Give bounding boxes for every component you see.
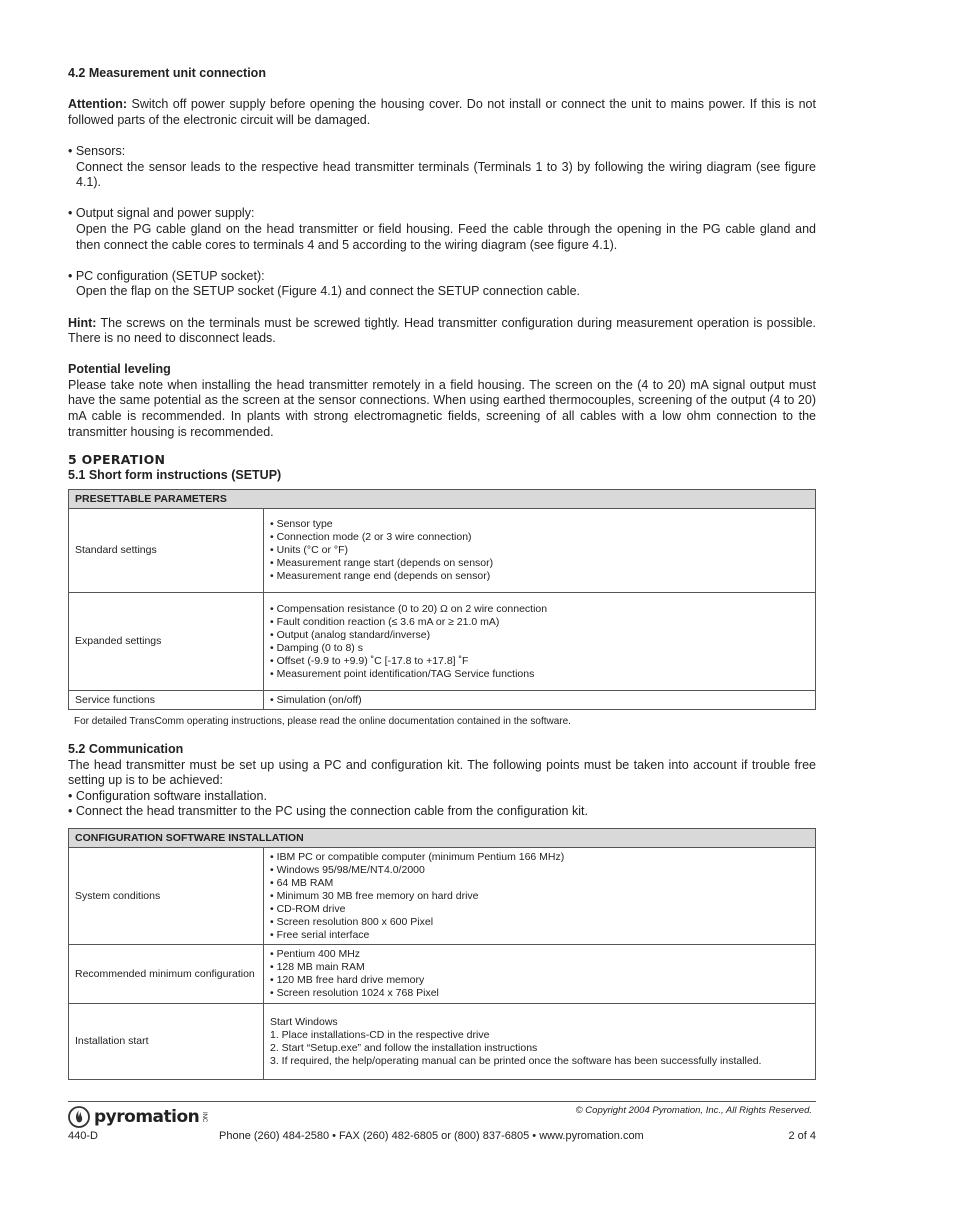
pc-text: Open the flap on the SETUP socket (Figure 4.1) and connect the SETUP connection cable. bbox=[76, 284, 580, 299]
row-label: Recommended minimum configuration bbox=[69, 945, 264, 1004]
list-item: • Screen resolution 800 x 600 Pixel bbox=[270, 915, 434, 928]
section-heading: 4.2 Measurement unit connection bbox=[68, 66, 266, 80]
list-item: Start Windows bbox=[270, 1015, 338, 1028]
row-items bbox=[264, 848, 816, 945]
attention-text: Switch off power supply before opening the housing cover. Do not install or connect the unit to mains power. If this is not followed parts of the electronic circuit will be damaged. bbox=[68, 97, 816, 127]
list-item: • IBM PC or compatible computer (minimum Pentium 166 MHz) bbox=[270, 850, 565, 863]
list-item: • Free serial interface bbox=[270, 928, 370, 941]
attention-paragraph bbox=[68, 97, 816, 128]
list-item: • Minimum 30 MB free memory on hard drive bbox=[270, 889, 479, 902]
list-item: • Screen resolution 1024 x 768 Pixel bbox=[270, 987, 439, 999]
list-item: • Simulation (on/off) bbox=[270, 693, 362, 706]
list-item: • Sensor type bbox=[270, 518, 333, 531]
list-item: • Windows 95/98/ME/NT4.0/2000 bbox=[270, 863, 425, 876]
list-item: • Pentium 400 MHz bbox=[270, 948, 361, 960]
list-item: • Compensation resistance (0 to 20) Ω on 2 wire connection bbox=[270, 602, 548, 615]
logo-text: pyromation bbox=[94, 1107, 200, 1127]
attention-label: Attention: bbox=[68, 97, 128, 112]
list-item: 2. Start “Setup.exe” and follow the installation instructions bbox=[270, 1041, 538, 1054]
hint-label: Hint: bbox=[68, 315, 97, 330]
list-item: • Offset (-9.9 to +9.9) ˚C [-17.8 to +17.8] ˚F bbox=[270, 654, 469, 667]
page-number: 2 of 4 bbox=[788, 1130, 816, 1142]
document-number: 440-D bbox=[68, 1130, 98, 1142]
list-item: • Output (analog standard/inverse) bbox=[270, 628, 431, 641]
row-label: Standard settings bbox=[69, 509, 264, 593]
row-items bbox=[264, 593, 816, 691]
communication-heading: 5.2 Communication bbox=[68, 742, 184, 757]
operation-heading: 5 OPERATION bbox=[68, 452, 166, 468]
table-row bbox=[69, 1004, 816, 1080]
table-note: For detailed TransComm operating instructions, please read the online documentation contained in the software. bbox=[74, 716, 571, 728]
configuration-software-table bbox=[68, 828, 816, 1080]
row-label: Expanded settings bbox=[69, 593, 264, 691]
table-row bbox=[69, 848, 816, 945]
list-item: • Measurement point identification/TAG Service functions bbox=[270, 667, 535, 680]
table-row bbox=[69, 593, 816, 691]
short-form-heading: 5.1 Short form instructions (SETUP) bbox=[68, 467, 282, 482]
list-item: • 128 MB main RAM bbox=[270, 961, 365, 973]
hint-paragraph bbox=[68, 316, 816, 347]
document-body bbox=[68, 66, 816, 1080]
copyright-notice: © Copyright 2004 Pyromation, Inc., All Rights Reserved. bbox=[575, 1105, 812, 1116]
list-item: • Fault condition reaction (≤ 3.6 mA or ≥ 21.0 mA) bbox=[270, 615, 500, 628]
row-items bbox=[264, 945, 816, 1004]
table-header: PRESETTABLE PARAMETERS bbox=[69, 490, 816, 509]
table-header: CONFIGURATION SOFTWARE INSTALLATION bbox=[69, 829, 816, 848]
output-text: Open the PG cable gland on the head transmitter or field housing. Feed the cable through the opening in the PG cable gland and then connect the cable cores to terminals 4 and 5 according to the wiring diagram (see figure 4.1). bbox=[76, 221, 816, 252]
communication-bullet: • Connect the head transmitter to the PC using the connection cable from the configuration kit. bbox=[68, 804, 588, 819]
pyromation-logo bbox=[68, 1106, 207, 1128]
row-label: System conditions bbox=[69, 848, 264, 945]
hint-text: The screws on the terminals must be screwed tightly. Head transmitter configuration during measurement operation is possible. There is no need to disconnect leads. bbox=[68, 315, 816, 346]
logo-trademark: INC bbox=[201, 1111, 208, 1123]
list-item: • Damping (0 to 8) s bbox=[270, 641, 363, 654]
sensors-title: • Sensors: bbox=[68, 143, 126, 158]
list-item: • 120 MB free hard drive memory bbox=[270, 974, 425, 986]
list-item: • Measurement range end (depends on sensor) bbox=[270, 570, 491, 583]
output-title: • Output signal and power supply: bbox=[68, 206, 255, 221]
list-item: 1. Place installations-CD in the respective drive bbox=[270, 1028, 490, 1041]
list-item: • Units (°C or °F) bbox=[270, 544, 348, 557]
row-items bbox=[264, 509, 816, 593]
potential-heading: Potential leveling bbox=[68, 362, 171, 377]
communication-bullet: • Configuration software installation. bbox=[68, 788, 267, 803]
sensors-text: Connect the sensor leads to the respective head transmitter terminals (Terminals 1 to 3) by following the wiring diagram (see figure 4.1). bbox=[76, 159, 816, 190]
list-item: • 64 MB RAM bbox=[270, 876, 334, 889]
list-item: • Connection mode (2 or 3 wire connection) bbox=[270, 531, 472, 544]
row-items bbox=[264, 691, 816, 710]
list-item: 3. If required, the help/operating manual can be printed once the software has been successfully installed. bbox=[270, 1054, 762, 1067]
table-row bbox=[69, 691, 816, 710]
flame-icon bbox=[68, 1106, 90, 1128]
row-label: Service functions bbox=[69, 691, 264, 710]
pc-title: • PC configuration (SETUP socket): bbox=[68, 268, 265, 283]
list-item: • CD-ROM drive bbox=[270, 902, 346, 915]
communication-text: The head transmitter must be set up using a PC and configuration kit. The following points must be taken into account if trouble free setting up is to be achieved: bbox=[68, 757, 816, 788]
table-row bbox=[69, 509, 816, 593]
presettable-parameters-table bbox=[68, 489, 816, 710]
row-label: Installation start bbox=[69, 1004, 264, 1080]
row-items bbox=[264, 1004, 816, 1080]
potential-text: Please take note when installing the head transmitter remotely in a field housing. The screen on the (4 to 20) mA signal output must have the same potential as the screen at the sensor connections. When using earthed thermocouples, screening of the output (4 to 20) mA cable is recommended. In plants with strong electromagnetic fields, screening of all cables with a low ohm connection to the transmitter housing is recommended. bbox=[68, 377, 816, 439]
list-item: • Measurement range start (depends on sensor) bbox=[270, 557, 494, 570]
contact-info: Phone (260) 484-2580 • FAX (260) 482-6805 or (800) 837-6805 • www.pyromation.com bbox=[219, 1130, 644, 1142]
table-row bbox=[69, 945, 816, 1004]
footer-divider bbox=[68, 1101, 816, 1102]
